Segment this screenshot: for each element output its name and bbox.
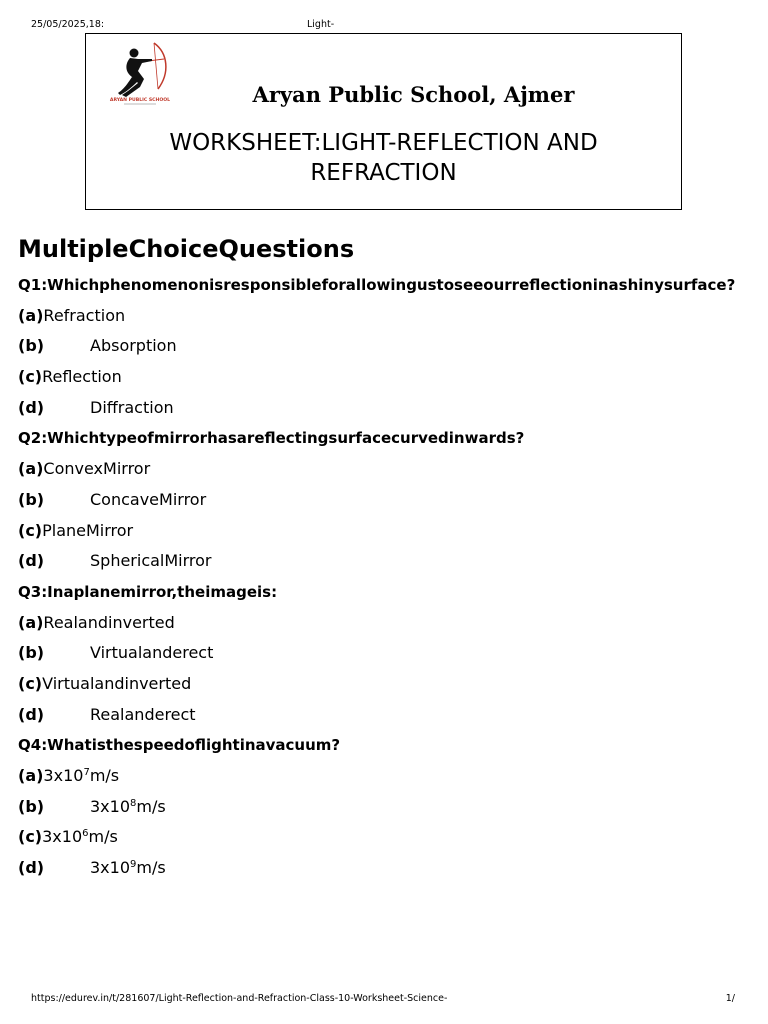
option-key: (a) — [18, 766, 44, 785]
option-key: (d) — [18, 397, 45, 417]
option-key: (b) — [18, 796, 45, 816]
speed-exponent: 8 — [130, 797, 137, 809]
q1-option-c — [18, 362, 750, 393]
option-text: Refraction — [43, 305, 126, 325]
q4-option-b — [18, 792, 750, 823]
option-text — [90, 853, 166, 884]
speed-base: 3x10 — [43, 766, 84, 785]
q2-option-b — [18, 485, 750, 516]
option-text: Realanderect — [90, 704, 196, 724]
page-number: 1/ — [725, 993, 735, 1004]
print-footer — [31, 993, 737, 1007]
option-key: (c) — [18, 673, 43, 693]
option-key: (d) — [18, 551, 45, 571]
option-key: (b) — [18, 336, 45, 356]
school-logo — [108, 39, 172, 109]
option-text: ConcaveMirror — [90, 489, 207, 509]
q3-option-c — [18, 669, 750, 700]
q4-option-d — [18, 853, 750, 884]
question-4: Q4:Whatisthespeedoflightinavacuum? — [18, 736, 341, 755]
worksheet-banner — [85, 33, 682, 210]
q2-option-a — [18, 454, 750, 485]
q1-option-a — [18, 301, 750, 332]
option-key: (d) — [18, 858, 45, 878]
q1-option-d — [18, 393, 750, 424]
q3-option-d — [18, 700, 750, 731]
option-text: Diffraction — [90, 397, 174, 417]
option-key: (a) — [18, 459, 44, 479]
source-url: https://edurev.in/t/281607/Light-Reflection-and-Refraction-Class-10-Worksheet-Science- — [31, 993, 448, 1004]
worksheet-title: WORKSHEET:LIGHT-REFLECTION AND REFRACTION — [169, 130, 598, 186]
option-text: Absorption — [90, 336, 177, 356]
option-text — [43, 766, 119, 785]
q1-option-b — [18, 331, 750, 362]
option-text — [42, 827, 118, 846]
q4-option-a — [18, 761, 750, 792]
option-text: PlaneMirror — [42, 520, 134, 540]
speed-unit: m/s — [88, 827, 118, 847]
print-date: 25/05/2025,18: — [31, 19, 105, 30]
q3-option-b — [18, 638, 750, 669]
option-text: ConvexMirror — [43, 459, 151, 479]
option-key: (c) — [18, 520, 43, 540]
speed-exponent: 9 — [130, 859, 137, 871]
question-1: Q1:Whichphenomenonisresponsibleforallowingustoseeourreflectioninashinysurface? — [18, 276, 736, 294]
speed-base: 3x10 — [42, 827, 83, 847]
q3-option-a — [18, 608, 750, 639]
question-3: Q3:Inaplanemirror,theimageis: — [18, 582, 278, 601]
logo-text: ARYAN PUBLIC SCHOOL — [109, 98, 171, 103]
print-header — [31, 19, 737, 33]
speed-unit: m/s — [89, 766, 120, 785]
speed-unit: m/s — [136, 796, 166, 816]
option-key: (a) — [18, 612, 44, 632]
speed-base: 3x10 — [90, 796, 131, 816]
print-title: Light- — [307, 19, 335, 30]
option-key: (c) — [18, 827, 43, 847]
option-text: Virtualandinverted — [42, 673, 192, 693]
option-key: (a) — [18, 305, 44, 325]
speed-unit: m/s — [136, 858, 166, 878]
option-text: SphericalMirror — [90, 551, 212, 571]
q4-option-c — [18, 822, 750, 853]
option-key: (c) — [18, 367, 43, 387]
speed-exponent: 7 — [83, 767, 90, 778]
option-key: (d) — [18, 704, 45, 724]
option-key: (b) — [18, 643, 45, 663]
option-text — [90, 792, 166, 823]
option-text: Realandinverted — [43, 612, 175, 632]
option-key: (b) — [18, 489, 45, 509]
section-title: MultipleChoiceQuestions — [18, 235, 355, 263]
worksheet-content — [18, 232, 750, 884]
speed-exponent: 6 — [82, 828, 89, 840]
q2-option-d — [18, 546, 750, 577]
school-name: Aryan Public School, Ajmer — [252, 82, 575, 107]
q2-option-c — [18, 516, 750, 547]
speed-base: 3x10 — [90, 858, 131, 878]
question-2: Q2:Whichtypeofmirrorhasareflectingsurfacecurvedinwards? — [18, 429, 525, 448]
option-text: Virtualanderect — [90, 643, 214, 663]
option-text: Reflection — [42, 367, 122, 387]
